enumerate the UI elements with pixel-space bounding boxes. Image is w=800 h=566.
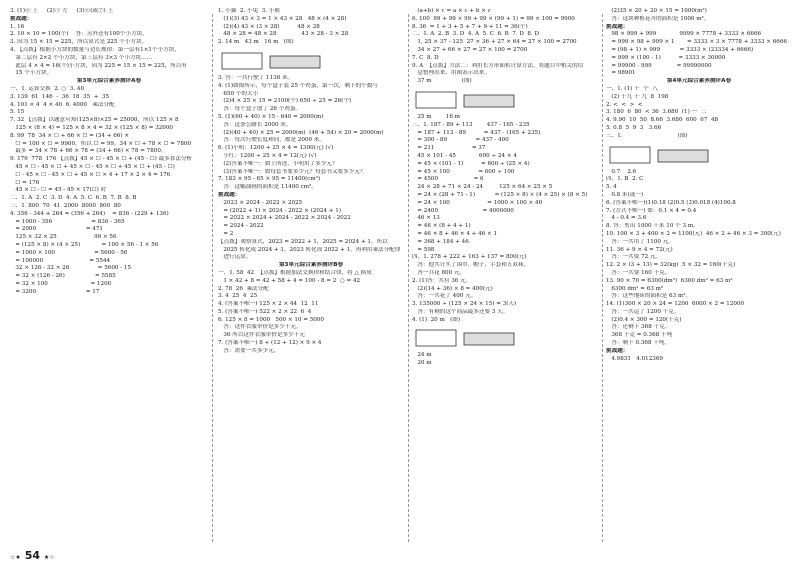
answer-line: = 24 × 100 = 1000 × 100 × 40 (412, 199, 543, 206)
answer-line: ☐ = 100 × ☐ = 9900，所以 ☐ = 99，34 × ☐ + 78 × ☐ = 7800 (10, 140, 192, 147)
answer-line: (2) 十九 十 九 8 198 (606, 93, 669, 100)
answer-line: (2)4 × 25 × 15 = 2100(个) 650 ÷ 25 = 26(个) (218, 98, 352, 105)
answer-line: 答：这件衣服单价是多少千元。 (218, 324, 302, 331)
answer-line: = 598 (412, 246, 435, 253)
answer-line: 45 × ☐ - 45 × ☐ + 45 × ☐ - 45 × ☐ + 45 × ☐ + (45 - ☐) (10, 163, 175, 170)
column-divider (408, 14, 409, 542)
answer-line: 三、1. (图) (606, 132, 688, 139)
answer-line: 答：这块种植花卉的面积是 1000 m²。 (606, 15, 710, 22)
answer-line: (3)答案不唯一：如每套书要多少元？每套书又要多少元？ (218, 168, 366, 175)
diagram-rect (416, 92, 456, 108)
answer-line: 7. (答案不唯一) 8 + (12 + 12) × 9 × 4 (218, 340, 322, 347)
answer-line: 答：一共用了 1100 元。 (606, 238, 674, 245)
answer-line: 进行运算。 (218, 254, 252, 261)
figure-diagram (412, 327, 532, 349)
page-number: 54 (24, 549, 40, 562)
answer-line: 答一共花 800 元。 (412, 269, 466, 276)
page-footer (10, 549, 55, 562)
answer-line: 1 × 42 + 8 = 42 + 58 + 4 = 100 - 8 = 2 ○ = 42 (218, 277, 361, 284)
answer-line: 2. < < > < (606, 101, 643, 108)
answer-line: 4. 101 × 4 4 × 40 6. 4000 乘法分配 (10, 101, 115, 108)
answer-line: 4. (答案不唯一) 125 × 2 × 44 12 11 (218, 301, 319, 308)
answer-line: (2)(4) 43 × (3 × 28) 48 × 28 (218, 23, 320, 30)
answer-line: 2. 14 m 43 m 16 m (图) (218, 39, 294, 46)
answer-line: 此层 4 × 4 = 16(个)小方块，因为 225 = 15 × 15 = 225，所以有 (10, 62, 188, 69)
answer-line: 46 × 13 (412, 215, 440, 222)
answer-line: 3. 因为 15 × 15 = 225，所以算式是 225 个小方块。 (10, 39, 148, 46)
answer-line: 24 m (412, 352, 432, 359)
answer-line: 98 × 999 + 999 9999 × 7778 + 3333 × 6666 (606, 31, 762, 38)
answer-line: = 2022 × 2024 + 2024 - 2022 × 2024 - 2022 (218, 215, 351, 222)
answer-line: 6. (答案不唯一)(1)0.18 (2)0.5 (3)0.018 (4)100.8 (606, 199, 736, 206)
answer-line: 12. 2 × (3 + 13) = 32(kg) 5 × 32 = 160(千克) (606, 262, 736, 269)
answer-line: 3. (1)⑥ 上 (2)⑤ 左 (3)⑥(或⑦) 上 (10, 8, 114, 14)
answer-line: 4.9831 4.012369 (606, 355, 663, 362)
answer-line: = (125 × 8) × (4 × 25) = 100 × 56 - 1 × 56 (10, 241, 159, 248)
answer-line: 答：这幅油画的面积是 11400 cm²。 (218, 184, 317, 191)
answer-line: 37 m (图) (412, 78, 472, 85)
answer-line: = 32 × (126 - 26) = 5585 (10, 273, 116, 280)
section-heading: 第3单元综合素养测评B卷 (278, 262, 344, 269)
answer-line: 48 × 28 = 48 × 28 43 × 28 - 3 × 28 (218, 31, 349, 38)
answer-line: 二、1. A 2. B 3. D 4. A 5. C 6. B 7. D 8. D (412, 31, 540, 38)
answer-line: 5. 15 (10, 109, 25, 116)
answer-line: 125 × (8 × 4) = 125 × 8 × 4 = 32 × (125 × 8) = 32000 (10, 124, 173, 131)
answer-line: (2)0.4 × 300 = 120(千克) (606, 316, 682, 323)
answer-line: = 2000 = 471 (10, 226, 103, 233)
answer-line: ☐ - 45 × ☐ - 45 × ☐ + 45 × ☐ × 4 + 17 × 2 × 4 = 176 (10, 171, 171, 178)
answer-line: 45 × ☐ - ☐ = 45 - 45 × 17(☐) 时 (10, 187, 107, 194)
star-icon: ★☆ (43, 554, 55, 561)
answer-line: 2. 78 26 乘法分配 (218, 285, 269, 292)
answer-line: 答：这条公路长 2000 米。 (218, 121, 292, 128)
answer-line: 2. (1)答：共有 36 元。 (412, 277, 472, 284)
answer-line: 4. (1) 20 m (图) (412, 316, 461, 323)
answer-line: = 2400 = 4000000 (412, 207, 514, 214)
answer-line: 8. 36 = 1 + 3 + 5 + 7 + 9 + 11 = 36(个) (412, 23, 528, 30)
answer-line: 息整理出来，用图表示出来。 (412, 70, 491, 77)
answer-line: 8. 99 78 34 × ☐ + 66 × ☐ = (34 + 66) × (10, 132, 130, 139)
answer-line: 一、1. (1) 十 个 八 (606, 85, 658, 92)
answer-line: = 24 × (28 + 71 - 1) = (125 × 8) × (4 × 25) × (8 × 5) (412, 191, 588, 198)
answer-line: 45 × 101 - 45 600 ÷ 24 × 4 (412, 152, 517, 159)
answer-line: 6. (1)小明：1200 + 25 × 4 = 1300(元) (√) (218, 145, 334, 152)
column-1 (10, 8, 208, 550)
answer-line: (1)(3) 43 × 3 = 1 × 43 × 28 48 × (4 × 28) (218, 15, 347, 22)
answer-line: = 187 + 113 - 89 = 437 - (165 + 235) (412, 129, 541, 136)
figure-diagram (412, 89, 532, 111)
answer-line: 4. 356 - 344 + 264 = (356 + 264) = 836 - (229 + 136) (10, 210, 169, 217)
diagram-rect (610, 147, 650, 163)
answer-line: = 100000 = 5544 (10, 257, 111, 264)
answer-line: (a+b) × c = a × c + b × c (412, 8, 491, 14)
answer-line: = (2022 + 1) × 2024 - 2022 × (2024 + 1) (218, 207, 342, 214)
answer-line: 7. (方式不唯一) 如：0.1 × 4 = 0.4 (606, 207, 697, 214)
answer-line: = 99900 - 999 = 99990000 (606, 62, 712, 69)
answer-line: = (98 + 1) × 999 = 3333 × (23334 + 6666) (606, 46, 754, 53)
answer-line: 4. (1)如图所示，每个盒子装 25 个鸡蛋，第一次，剩下的个数与 (218, 82, 378, 89)
answer-line: (2)(14 + 36) × 8 = 400(元) (412, 285, 493, 292)
answer-line: 0.8 米(或一) (606, 191, 644, 198)
answer-line: = 999 × (100 - 1) = 3333 × 30000 (606, 54, 726, 61)
answer-line: 答：一共运了 1200 千克。 (606, 308, 680, 315)
answer-line: = 211 = 37 (412, 145, 486, 152)
answer-line: 3. 4 25 4 25 (218, 293, 258, 300)
answer-line: ☐ = 176 (10, 179, 40, 186)
answer-line: 挑战题： (606, 23, 629, 30)
answer-line: 125 × 32 × 25 99 × 56 (10, 234, 117, 241)
answer-line: 4 - 0.4 = 3.6 (606, 215, 647, 222)
column-divider (602, 14, 603, 542)
answer-line: 答：还剩下 368 千克。 (606, 324, 671, 331)
answer-line: (2)(40 + 40) × 25 = 2000(m) (46 + 54) × 20 = 2000(m) (218, 129, 384, 136)
answer-line: 答：这些地砖的面积是 63 m²。 (606, 293, 692, 300)
answer-line: 6. 100 99 + 99 × 99 + 99 × (99 + 1) = 99 × 100 = 9900 (412, 15, 575, 22)
section-heading: 第4单元综合素养测评A卷 (666, 78, 732, 85)
answer-line: 32 × 126 - 32 × 26 = 5600 - 15 (10, 265, 132, 272)
answer-line: 1. 小猫 2. 小兔 3. 小熊 (218, 8, 281, 14)
answer-line: 3. 135000 ÷ (125 × 24 × 15) = 3(天) (412, 301, 517, 308)
answer-line: 1. 16 (10, 23, 25, 30)
diagram-rect (416, 330, 456, 346)
answer-line: 答：一共要 160 千克。 (606, 269, 671, 276)
answer-line: = 32 × 100 = 1200 (10, 280, 112, 287)
answer-line: 6. 125 × 8 = 1000 500 × 10 = 5000 (218, 316, 324, 323)
answer-line: 9. 176 778 176 【点拨】45 × ☐ - 45 × ☐ + (45 - ☐) 最多算法分析 (10, 156, 193, 163)
answer-line: 三、1. 187 - 89 + 113 437 - 165 - 235 (412, 121, 530, 128)
diagram-rect (464, 95, 514, 107)
answer-line: 二、1. A 2. C 3. D 4. A 5. C 6. B 7. B 8. B (10, 195, 137, 202)
answer-line: 650 个的大小 (218, 90, 259, 97)
answer-line: = 3200 = 17 (10, 288, 100, 295)
answer-line: 答：他共计买了围巾、帽子、手套和五双袜。 (412, 262, 530, 269)
answer-line: 15 个小方块。 (10, 70, 53, 77)
answer-line: 5. (答案不唯一) 522 × 2 × 22 6 4 (218, 308, 312, 315)
answer-line: 答：剩下 0.368 千吨。 (606, 340, 671, 347)
answer-line: 24 × 28 + 71 × 24 - 24 125 × 64 × 25 × 5 (412, 184, 553, 191)
column-divider (212, 14, 213, 542)
answer-line: 6300 dm² = 63 m² (606, 285, 664, 292)
answer-line: = 46 × 8 + 46 × 4 + 46 × 1 (412, 230, 498, 237)
answer-line: 2025 转化成 2024 + 1，2023 转化成 2022 + 1，再利用乘法分配律 (218, 246, 401, 253)
answer-line: 1, 25 × 37 - 125 27 × 36 + 27 × 64 = 27 × 100 = 2700 (412, 39, 577, 46)
diagram-rect (222, 53, 262, 69)
answer-line: 7. 183 × 95 - 65 × 95 = 11400(cm²) (218, 176, 321, 183)
answer-line: = 98901 (606, 70, 636, 77)
column-3 (412, 8, 598, 550)
answer-line: 13. 90 × 70 = 6300(dm²) 6300 dm² = 63 m² (606, 277, 733, 284)
answer-line: = 46 × (8 + 4 + 1) (412, 223, 471, 230)
figure-diagram (218, 50, 338, 72)
answer-line: 34 × 27 + 66 × 27 = 27 × 100 = 2700 (412, 46, 528, 53)
answer-line: 3. 139 61 146 - 36 18 35 + 35 (10, 93, 110, 100)
answer-line: 挑战题： (606, 347, 629, 354)
answer-line: 5. (1)(60 + 40) × 15 - 640 = 2000(m) (218, 113, 324, 120)
answer-line: 一、1. 运算交换 2. ○ 3. 40 (10, 85, 85, 92)
answer-line: 25 m 16 m (412, 113, 460, 120)
answer-line: = 2 (218, 230, 234, 237)
answer-line: = 45 × 100 = 600 ÷ 100 (412, 168, 515, 175)
answer-line: 11. 36 + 9 × 4 = 72(元) (606, 246, 673, 253)
column-2 (218, 8, 404, 550)
answer-line: 9. A 【点拨】方法二：利用长方形面积计算方法，将题目中相关的信 (412, 62, 584, 69)
diagram-rect (464, 333, 514, 345)
figure-diagram (606, 144, 726, 166)
answer-line: 小红：1200 ÷ 25 × 4 = 12(元) (√) (218, 152, 317, 159)
answer-line: 答：有剩的这个商品最多还要 3 天。 (412, 308, 509, 315)
answer-line: 四、1. B 2. C (606, 176, 644, 183)
answer-line: 4. 【点拨】根据小方块的数量与边长规律：第一层有1×1个小方块， (10, 46, 180, 53)
answer-line: = 1000 × 100 = 5600 - 56 (10, 249, 128, 256)
answer-line: 第二层有 2×2 个小方块，第三层有 3×3 个小方块…… (10, 54, 153, 61)
answer-line: = 999 × 98 + 999 × 1 = 3333 × 3 × 7778 + 3333 × 6666 (606, 39, 787, 46)
answer-line: 四、1. 278 + 222 + 163 + 137 = 800(元) (412, 254, 527, 261)
answer-line: 答：每次行驶长度和同，都是 2000 米。 (218, 137, 326, 144)
answer-line: = 2024 - 2022 (218, 223, 264, 230)
answer-line: = 45 × (101 - 1) = 600 ÷ (25 × 4) (412, 160, 530, 167)
answer-line: 一、1. 58 42 【点拨】根据加法交换律和结合律，将 △ 换成 (218, 269, 372, 276)
answer-line: 5. 4 (606, 184, 617, 191)
answer-line: 368 千克 = 0.368 千吨 (606, 332, 673, 339)
answer-line: 答：需要一共多少元。 (218, 347, 280, 354)
answer-line: 8. 答：剪出 1000 千米 10 个 3 m。 (606, 223, 699, 230)
answer-line: 7. C 8. D (412, 54, 439, 61)
diagram-rect (658, 150, 708, 162)
answer-line: 7. 32 【点拨】以题意可知(125×8)×25 = 25000，所以 125 × 8 (10, 117, 179, 124)
answer-line: 10. 100 × 3 + 400 × 2 = 1100(元) 46 × 2 + 46 × 3 = 300(元) (606, 230, 781, 237)
answer-line: 36 所以这件衣服单价是多少千元 (218, 332, 305, 339)
answer-line: 2. 10 × 10 = 100(个) 答：另外还有100个小方块。 (10, 31, 148, 38)
answer-line: 4. 9.90 10 50 8.66 3.680 600 67 48 (606, 117, 719, 124)
answer-line: = 4500 = 6 (412, 176, 484, 183)
answer-line: = 368 + 184 + 46 (412, 238, 469, 245)
answer-line: 挑战题： (218, 191, 241, 198)
diagram-rect (270, 56, 320, 68)
answer-line: 答：每个盒子放了 26 个鸡蛋。 (218, 106, 302, 113)
answer-line: 挑战题： (10, 15, 33, 22)
column-4 (606, 8, 792, 550)
section-heading: 第3单元综合素养测评A卷 (76, 78, 142, 85)
answer-line: 3. 答：一共行驶了 1136 米。 (218, 74, 294, 81)
answer-line: 3. 180 6 80 < 36 3.680 (1) 一 三 (606, 109, 707, 116)
answer-line: 20 m (412, 360, 432, 367)
answer-line: 答：一共花了 400 元。 (412, 293, 477, 300)
answer-line: 0.7 2.6 (606, 168, 637, 175)
answer-line: 三、1. 800 70 41 2000 8000 800 80 (10, 202, 121, 209)
answer-line: 2023 × 2024 - 2022 × 2025 (218, 199, 303, 206)
answer-line: 最多 = 34 × 78 + 66 × 78 = (34 + 66) × 78 = 7800。 (10, 148, 167, 155)
answer-line: (2)35 × 20 + 20 × 15 = 1000(m²) (606, 8, 707, 14)
answer-line: (2)答案不唯一：如上所述，小明用了多少元？ (218, 160, 338, 167)
answer-line: 14. (1)300 × 20 × 24 = 1200 6000 × 2 = 12000 (606, 301, 745, 308)
answer-line: = 1000 - 356 = 836 - 365 (10, 218, 125, 225)
answer-line: = 300 - 89 = 437 - 400 (412, 137, 509, 144)
answer-line: 【点拨】观察算式，2023 = 2022 + 1，2025 = 2024 + 1，所以 (218, 238, 388, 245)
answer-line: 5. 0.8 5 9 3 3.66 (606, 124, 662, 131)
answer-line: 答：一共要 72 元。 (606, 254, 662, 261)
star-icon: ☆★ (10, 554, 21, 561)
